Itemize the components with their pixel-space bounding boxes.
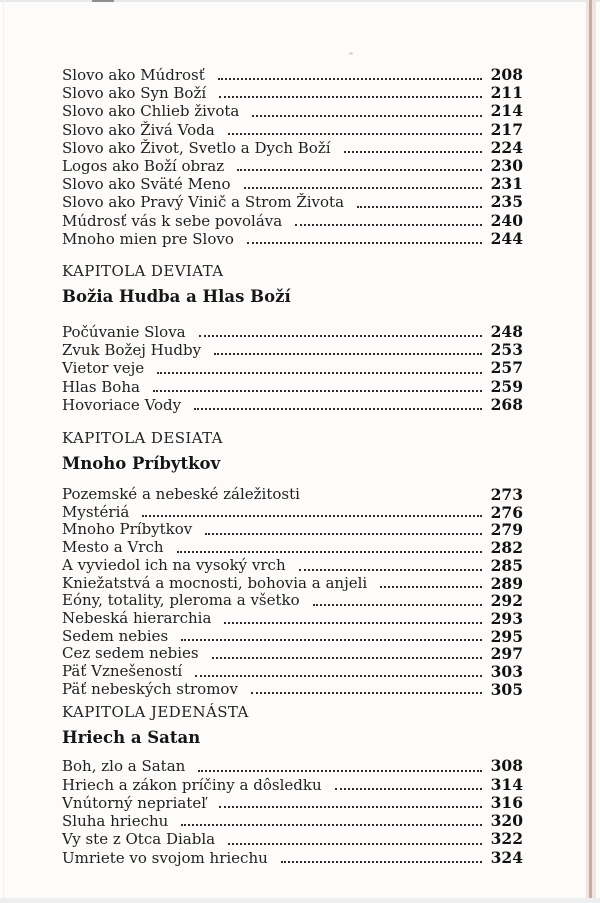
toc-entry (62, 230, 523, 248)
toc-entry-page-number: 253 (490, 340, 523, 360)
toc-entry-page-number: 248 (490, 322, 523, 342)
toc-entry-label: Hlas Boha (62, 377, 140, 396)
dot-leader (195, 675, 482, 677)
toc-entry (62, 557, 523, 575)
toc-entry-label: Hriech a zákon príčiny a dôsledku (62, 775, 322, 794)
toc-entry-label: Mnoho mien pre Slovo (62, 229, 234, 248)
toc-entry (62, 102, 523, 120)
toc-entry-page-number: 268 (490, 394, 523, 414)
toc-entry-label: Päť Vznešeností (62, 662, 183, 681)
scan-edge-left (3, 0, 4, 903)
toc-entry-label: Počúvanie Slova (62, 323, 186, 342)
toc-entry-page-number: 259 (490, 376, 523, 396)
chapter-title: Hriech a Satan (62, 728, 201, 748)
chapter-heading: KAPITOLA DEVIATA (62, 262, 224, 281)
dot-leader (194, 408, 482, 410)
toc-section (62, 66, 523, 248)
toc-entry-label: Cez sedem nebies (62, 644, 199, 663)
toc-entry (62, 66, 523, 84)
dot-leader (142, 515, 482, 517)
toc-entry-label: Slovo ako Sväté Meno (62, 175, 231, 194)
toc-entry (62, 504, 523, 522)
dot-leader (181, 639, 482, 641)
toc-entry-page-number: 295 (490, 626, 523, 646)
toc-entry-label: Mnoho Príbytkov (62, 520, 193, 539)
table-of-contents (62, 0, 523, 867)
toc-entry-label: Mystériá (62, 502, 130, 521)
dot-leader (344, 151, 482, 153)
dot-leader (281, 861, 482, 863)
toc-entry-label: Vietor veje (62, 359, 145, 378)
toc-entry-label: Logos ako Boží obraz (62, 157, 225, 176)
toc-entry (62, 757, 523, 775)
chapter-title: Božia Hudba a Hlas Boží (62, 287, 291, 307)
toc-entry (62, 212, 523, 230)
toc-entry-page-number: 305 (490, 679, 523, 699)
dot-leader (212, 657, 482, 659)
dot-leader (181, 824, 482, 826)
chapter-heading: KAPITOLA JEDENÁSTA (62, 703, 249, 722)
toc-entry-page-number: 231 (490, 174, 523, 194)
toc-entry (62, 175, 523, 193)
toc-entry-label: Mesto a Vrch (62, 538, 164, 557)
toc-entry-label: Slovo ako Živá Voda (62, 120, 215, 139)
toc-entry-page-number: 292 (490, 591, 523, 611)
toc-rows (62, 323, 523, 414)
toc-entry (62, 776, 523, 794)
dot-leader (380, 586, 482, 588)
toc-entry-page-number: 297 (490, 644, 523, 664)
toc-entry-page-number: 276 (490, 502, 523, 522)
toc-entry-page-number: 244 (490, 228, 523, 248)
toc-entry-page-number: 324 (490, 847, 523, 867)
toc-rows (62, 66, 523, 248)
toc-entry (62, 575, 523, 593)
dot-leader (224, 622, 482, 624)
toc-entry-label: Pozemské a nebeské záležitosti (62, 485, 300, 504)
dot-leader (251, 692, 482, 694)
toc-entry (62, 323, 523, 341)
toc-entry-page-number: 211 (490, 83, 523, 103)
toc-entry-label: Zvuk Božej Hudby (62, 341, 202, 360)
scan-edge-bottom (0, 898, 600, 903)
chapter-title: Mnoho Príbytkov (62, 454, 221, 474)
toc-entry-label: Nebeská hierarchia (62, 608, 212, 627)
dot-leader (252, 115, 482, 117)
dot-leader (157, 372, 482, 374)
toc-entry (62, 378, 523, 396)
toc-entry-label: Hovoriace Vody (62, 395, 182, 414)
toc-entry (62, 121, 523, 139)
dot-leader (219, 806, 482, 808)
toc-section (62, 261, 523, 414)
toc-entry-label: Slovo ako Život, Svetlo a Dych Boží (62, 138, 331, 157)
toc-entry-label: Slovo ako Pravý Vinič a Strom Života (62, 193, 345, 212)
toc-entry-page-number: 289 (490, 573, 523, 593)
dot-leader (218, 78, 482, 80)
toc-entry (62, 539, 523, 557)
dot-leader (313, 604, 482, 606)
toc-entry (62, 193, 523, 211)
toc-section (62, 428, 523, 698)
toc-rows (62, 757, 523, 866)
toc-entry-page-number: 217 (490, 119, 523, 139)
toc-entry (62, 139, 523, 157)
toc-entry-page-number: 316 (490, 792, 523, 812)
dot-leader (199, 335, 482, 337)
toc-entry-page-number: 308 (490, 756, 523, 776)
toc-entry-page-number: 240 (490, 210, 523, 230)
dot-leader (153, 390, 482, 392)
dot-leader (228, 843, 482, 845)
dot-leader (228, 133, 482, 135)
toc-entry-label: Kniežatstvá a mocnosti, bohovia a anjeli (62, 573, 368, 592)
toc-entry-page-number: 314 (490, 774, 523, 794)
toc-entry-page-number: 208 (490, 65, 523, 84)
toc-entry-label: Múdrosť vás k sebe povoláva (62, 211, 283, 230)
dot-leader (295, 224, 482, 226)
toc-entry (62, 681, 523, 699)
toc-entry-label: Vy ste z Otca Diabla (62, 830, 216, 849)
toc-entry-page-number: 230 (490, 156, 523, 176)
toc-entry-page-number: 214 (490, 101, 523, 121)
toc-entry (62, 794, 523, 812)
toc-entry (62, 521, 523, 539)
toc-entry-page-number: 235 (490, 192, 523, 212)
toc-entry-page-number: 224 (490, 137, 523, 157)
toc-entry (62, 486, 523, 504)
toc-entry-label: Slovo ako Múdrosť (62, 66, 205, 84)
dot-leader (177, 551, 482, 553)
toc-entry-label: Sluha hriechu (62, 812, 169, 831)
toc-section (62, 702, 523, 866)
toc-entry-label: Päť nebeských stromov (62, 679, 238, 698)
toc-entry-label: A vyviedol ich na vysoký vrch (62, 555, 286, 574)
toc-entry (62, 396, 523, 414)
toc-entry (62, 592, 523, 610)
chapter-heading: KAPITOLA DESIATA (62, 429, 223, 448)
toc-entry-label: Slovo ako Syn Boží (62, 84, 207, 103)
toc-entry-page-number: 279 (490, 520, 523, 540)
dot-leader (244, 187, 482, 189)
toc-entry-label: Vnútorný nepriateľ (62, 793, 207, 812)
toc-entry-page-number: 303 (490, 662, 523, 682)
toc-entry (62, 812, 523, 830)
scan-edge-right-line (589, 0, 592, 903)
dot-leader (357, 206, 482, 208)
toc-entry (62, 628, 523, 646)
toc-entry-page-number: 273 (490, 485, 523, 505)
dot-leader (205, 533, 482, 535)
toc-entry-label: Sedem nebies (62, 626, 169, 645)
toc-entry (62, 610, 523, 628)
dot-leader (313, 498, 482, 500)
toc-entry (62, 341, 523, 359)
toc-entry-label: Eóny, totality, pleroma a všetko (62, 591, 300, 610)
dot-leader (335, 788, 482, 790)
toc-entry (62, 849, 523, 867)
dot-leader (214, 353, 482, 355)
toc-rows (62, 486, 523, 698)
dot-leader (219, 96, 482, 98)
toc-entry (62, 645, 523, 663)
toc-entry (62, 830, 523, 848)
toc-entry-page-number: 285 (490, 555, 523, 575)
toc-entry (62, 663, 523, 681)
dot-leader (198, 770, 482, 772)
dot-leader (237, 169, 482, 171)
toc-entry-label: Slovo ako Chlieb života (62, 102, 240, 121)
dot-leader (299, 569, 482, 571)
toc-entry-page-number: 320 (490, 811, 523, 831)
toc-entry-page-number: 282 (490, 538, 523, 558)
toc-entry (62, 157, 523, 175)
toc-entry (62, 359, 523, 377)
toc-entry-page-number: 257 (490, 358, 523, 378)
toc-entry-label: Boh, zlo a Satan (62, 757, 186, 776)
toc-entry-page-number: 322 (490, 829, 523, 849)
dot-leader (247, 242, 482, 244)
toc-entry-page-number: 293 (490, 608, 523, 628)
toc-entry (62, 84, 523, 102)
toc-entry-label: Umriete vo svojom hriechu (62, 848, 268, 867)
